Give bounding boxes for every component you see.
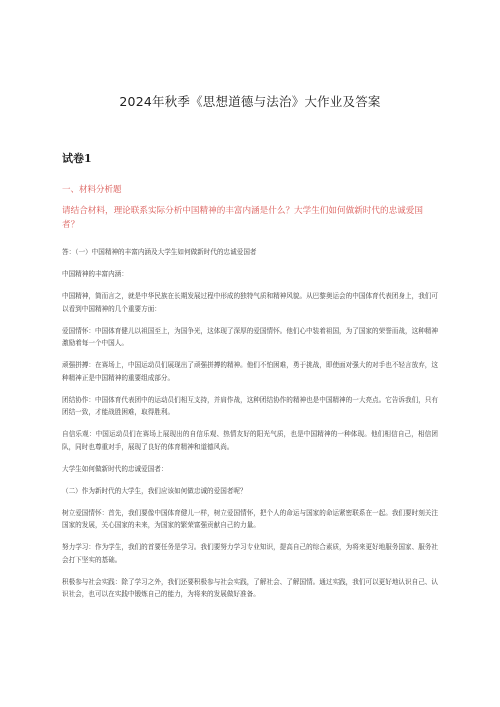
answer-paragraph: 爱国情怀：中国体育健儿以祖国至上，为国争光，这体现了深厚的爱国情怀。他们心中装着祖国，为了国家的荣誉而战，这种精神激励着每一个中国人。 [62,326,438,347]
answer-paragraph: 中国精神的丰富内涵： [62,270,128,278]
section-title: 试卷1 [62,152,92,165]
answer-paragraph: 答：（一）中国精神的丰富内涵及大学生如何做新时代的忠诚爱国者 [62,248,257,256]
answer-body [62,246,438,610]
answer-paragraph: 积极参与社会实践：除了学习之外，我们还要积极参与社会实践，了解社会、了解国情。通过实践，我们可以更好地认识自己、认识社会，也可以在实践中锻炼自己的能力，为将来的发展做好准备。 [62,577,438,598]
answer-paragraph: 自信乐观：中国运动员们在赛场上展现出的自信乐观、热情友好的阳光气质，也是中国精神的一种体现。他们相信自己，相信团队，同时也尊重对手，展现了良好的体育精神和道德风尚。 [62,430,438,451]
answer-paragraph: 大学生如何做新时代的忠诚爱国者： [62,464,168,473]
answer-paragraph: 中国精神，简而言之，就是中华民族在长期发展过程中形成的独特气质和精神风貌。从巴黎奥运会的中国体育代表团身上，我们可以看到中国精神的几个重要方面： [62,292,438,313]
question-text: 请结合材料，理论联系实际分析中国精神的丰富内涵是什么？大学生们如何做新时代的忠诚爱国者？ [62,206,423,230]
answer-paragraph: （二）作为新时代的大学生，我们应该如何做忠诚的爱国者呢？ [62,486,247,495]
document-title: 2024年秋季《思想道德与法治》大作业及答案 [119,94,381,109]
answer-paragraph: 树立爱国情怀：首先，我们要像中国体育健儿一样，树立爱国情怀，把个人的命运与国家的命运紧密联系在一起。我们要时刻关注国家的发展，关心国家的未来，为国家的繁荣富强贡献自己的力量。 [62,508,438,529]
answer-paragraph: 努力学习：作为学生，我们的首要任务是学习。我们要努力学习专业知识，提高自己的综合素质，为将来更好地服务国家、服务社会打下坚实的基础。 [62,543,438,564]
answer-paragraph: 团结协作：中国体育代表团中的运动员们相互支持，并肩作战，这种团结协作的精神也是中国精神的一大亮点。它告诉我们，只有团结一致，才能战胜困难，取得胜利。 [62,395,438,416]
question-type-heading: 一、材料分析题 [62,185,122,195]
answer-paragraph: 顽强拼搏：在赛场上，中国运动员们展现出了顽强拼搏的精神。他们不怕困难，勇于挑战，即使面对强大的对手也不轻言放弃，这种精神正是中国精神的重要组成部分。 [62,361,438,382]
